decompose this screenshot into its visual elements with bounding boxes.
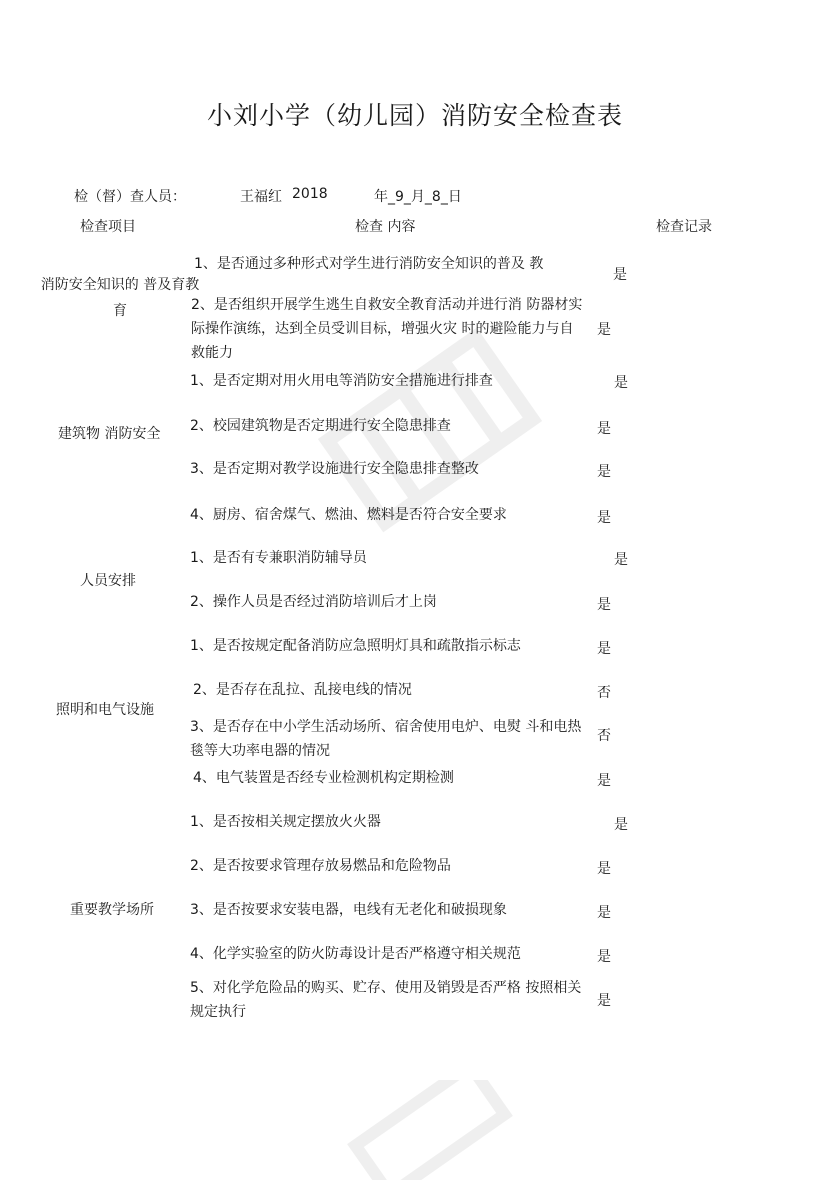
check-result: 否: [597, 728, 611, 744]
inspector-label: 检（督）查人员：: [74, 189, 186, 205]
check-item: 3、是否存在中小学生活动场所、宿舍使用电炉、电熨 斗和电热毯等大功率电器的情况: [190, 719, 582, 759]
check-item: 1、是否按规定配备消防应急照明灯具和疏散指示标志: [190, 638, 521, 654]
check-item: 4、电气装置是否经专业检测机构定期检测: [193, 770, 454, 786]
check-result: 是: [597, 949, 611, 965]
check-result: 是: [597, 993, 611, 1009]
category-fire-knowledge: 消防安全知识的 普及育教育: [40, 277, 200, 319]
check-item: 2、是否存在乱拉、乱接电线的情况: [193, 682, 412, 698]
check-item: 2、是否组织开展学生逃生自救安全教育活动并进行消 防器材实际操作演练，达到全员受训目标，增强火灾 时的避险能力与自救能力: [191, 297, 583, 361]
check-item: 3、是否按要求安装电器，电线有无老化和破损现象: [190, 902, 507, 918]
check-result: 是: [614, 375, 628, 391]
check-result: 否: [597, 685, 611, 701]
page-title: 小刘小学（幼儿园）消防安全检查表: [206, 101, 623, 130]
watermark-graphic-bottom: [300, 1080, 560, 1180]
check-result: 是: [597, 861, 611, 877]
check-item: 4、厨房、宿舍煤气、燃油、燃料是否符合安全要求: [190, 507, 507, 523]
check-item: 1、是否有专兼职消防辅导员: [190, 550, 367, 566]
inspection-year: 2018: [292, 186, 328, 202]
check-item: 2、是否按要求管理存放易燃品和危险物品: [190, 858, 451, 874]
check-item: 1、是否定期对用火用电等消防安全措施进行排查: [190, 373, 493, 389]
check-result: 是: [597, 773, 611, 789]
check-result: 是: [597, 641, 611, 657]
check-item: 3、是否定期对教学设施进行安全隐患排查整改: [190, 461, 479, 477]
check-result: 是: [597, 464, 611, 480]
check-result: 是: [597, 421, 611, 437]
check-result: 是: [614, 552, 628, 568]
category-teaching-venues: 重要教学场所: [70, 902, 154, 918]
check-item: 1、是否按相关规定摆放火火器: [190, 814, 381, 830]
check-result: 是: [597, 905, 611, 921]
inspection-date: 年_9_月_8_日: [374, 189, 462, 205]
check-result: 是: [614, 817, 628, 833]
header-content: 检查 内容: [355, 219, 416, 235]
check-item: 2、操作人员是否经过消防培训后才上岗: [190, 594, 437, 610]
check-result: 是: [597, 510, 611, 526]
check-item: 5、对化学危险品的购买、贮存、使用及销毁是否严格 按照相关规定执行: [190, 980, 582, 1020]
check-item: 1、是否通过多种形式对学生进行消防安全知识的普及 教: [194, 256, 544, 272]
category-personnel: 人员安排: [80, 573, 136, 589]
header-project: 检查项目: [80, 219, 136, 235]
check-result: 是: [613, 267, 627, 283]
check-item: 4、化学实验室的防火防毒设计是否严格遵守相关规范: [190, 946, 521, 962]
category-building-safety: 建筑物 消防安全: [58, 426, 161, 442]
check-result: 是: [597, 322, 611, 338]
check-item: 2、校园建筑物是否定期进行安全隐患排查: [190, 418, 451, 434]
category-lighting-electrical: 照明和电气设施: [56, 702, 154, 718]
check-result: 是: [597, 597, 611, 613]
inspector-name: 王福红: [240, 189, 282, 205]
header-record: 检查记录: [656, 219, 712, 235]
